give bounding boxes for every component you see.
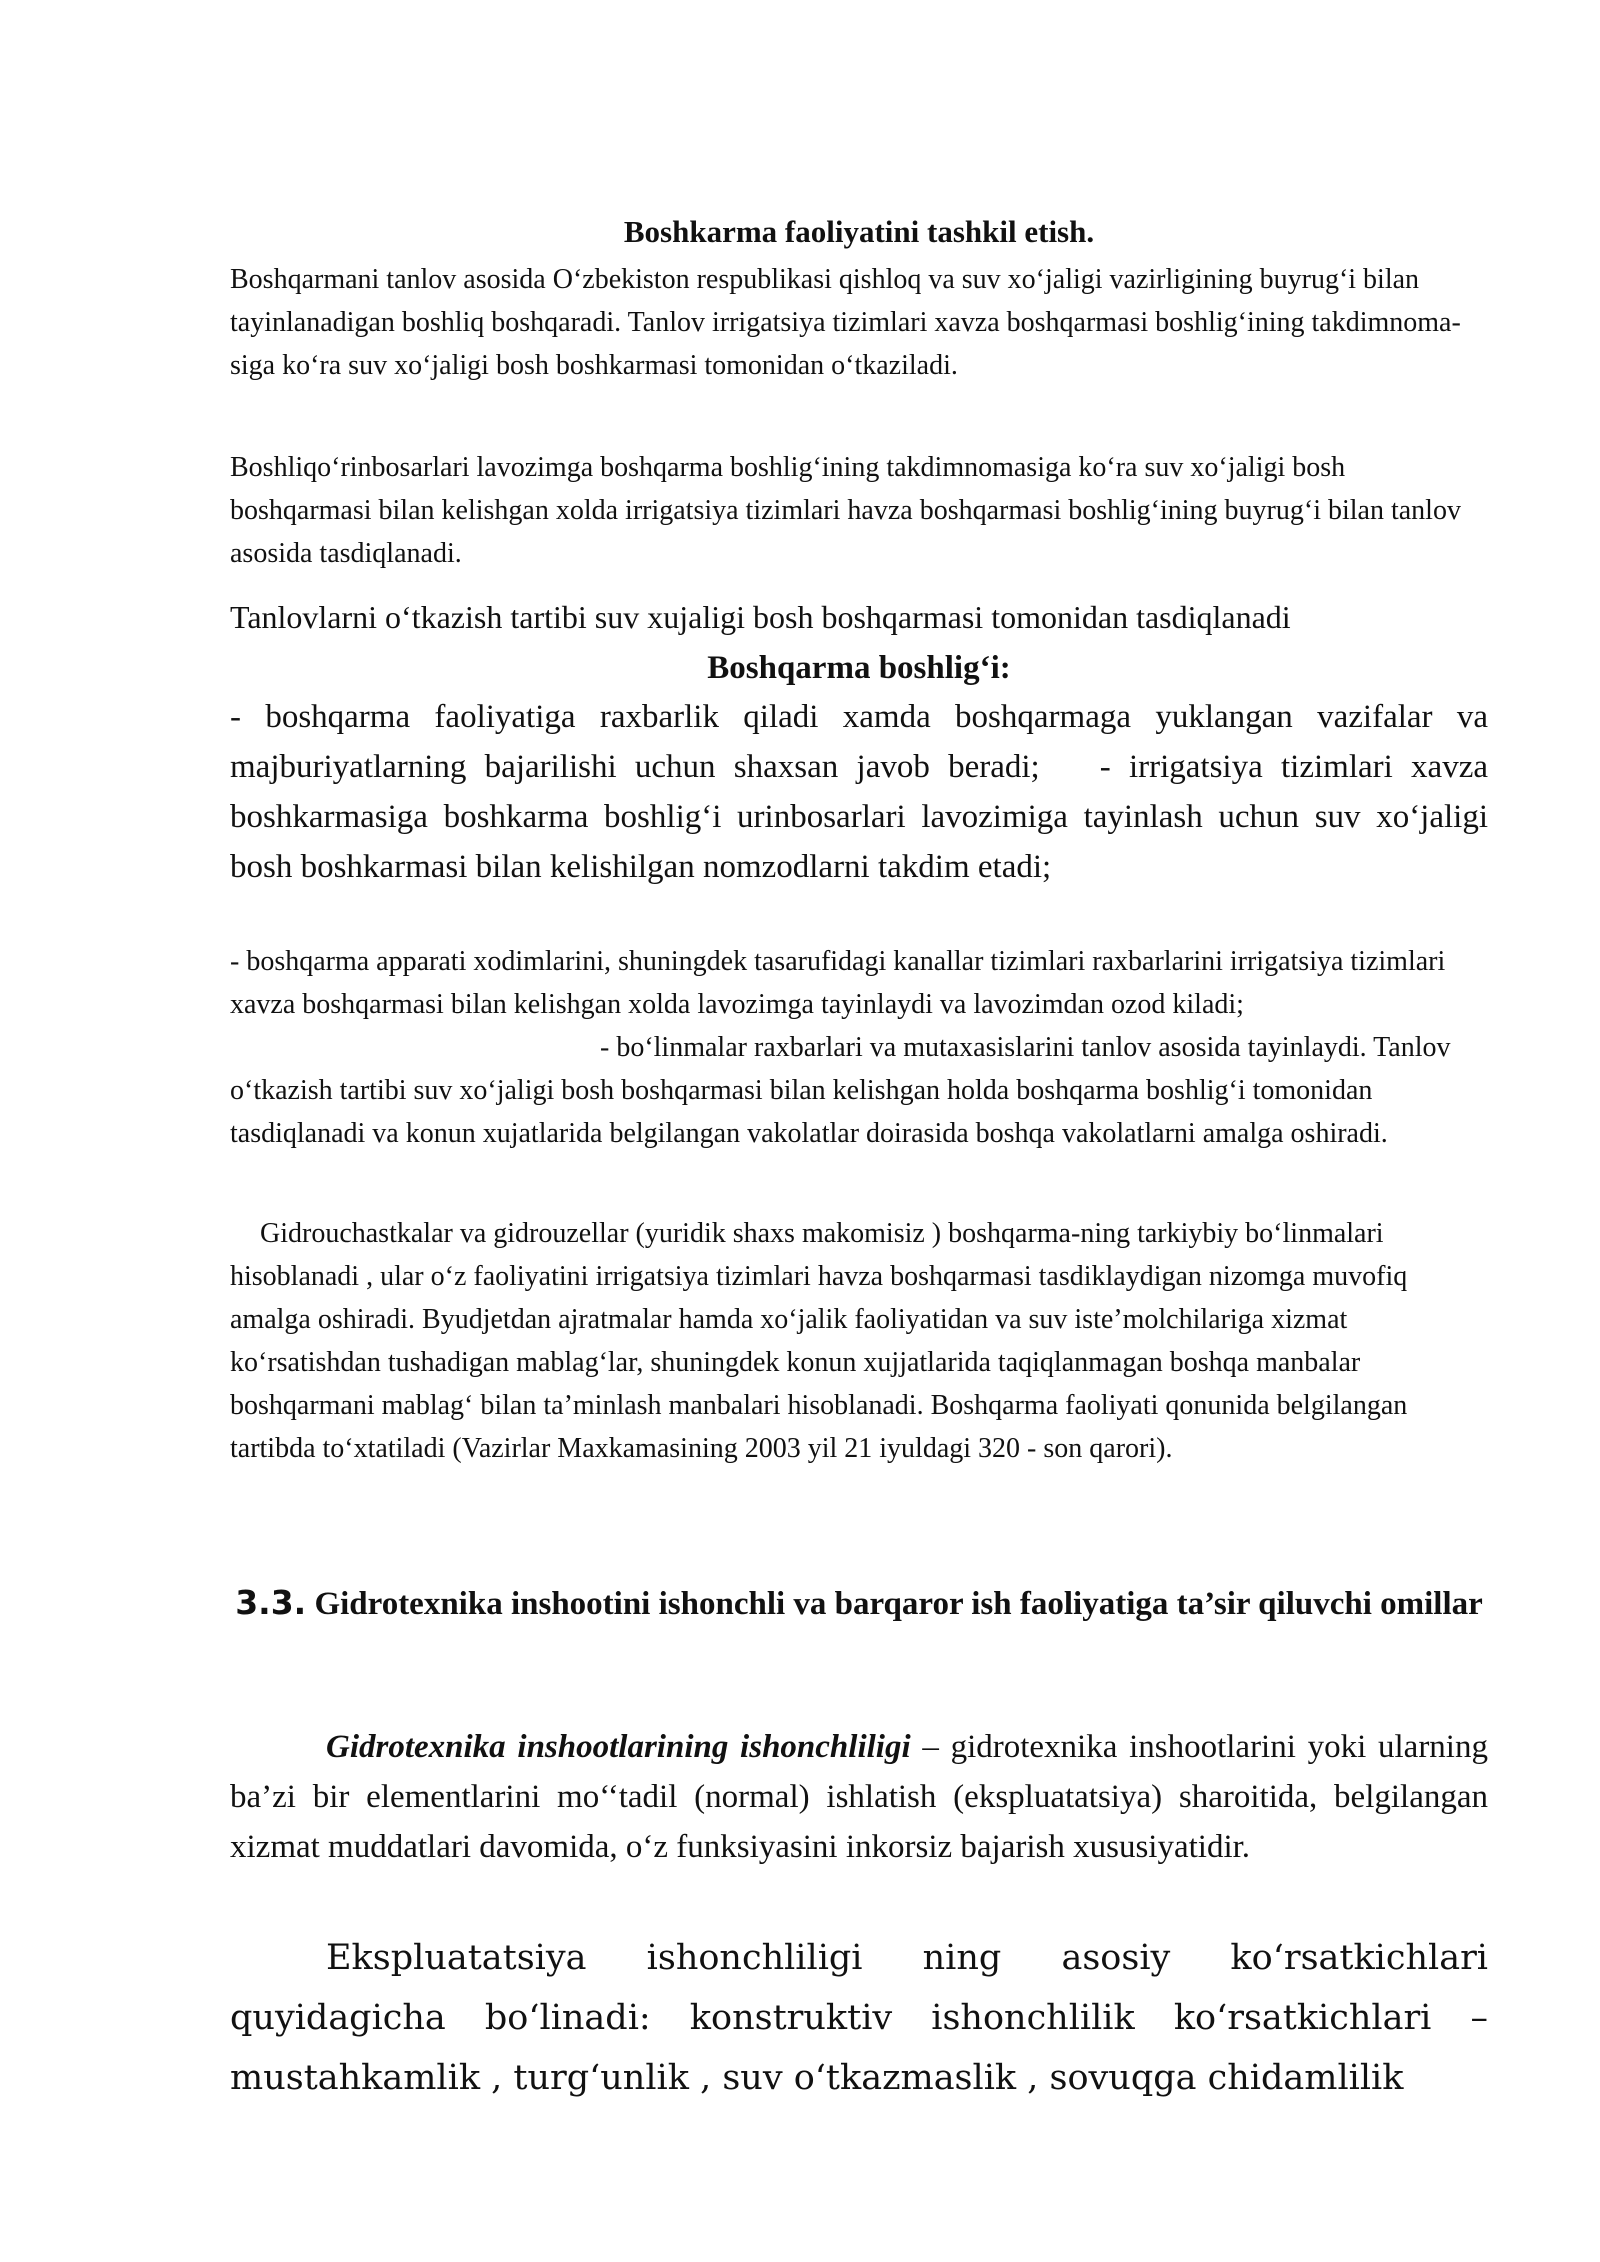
paragraph-block-3 bbox=[230, 592, 1488, 642]
paragraph-6-text: Gidrouchastkalar va gidrouzellar (yuridik shaxs makomisiz ) boshqarma-ning tarkiybiy bo‘linmalari hisoblanadi , ular o‘z faoliyatini irrigatsiya tizimlari havza boshqarmasi tasdiklaydigan nizomga muvofiq amalga oshiradi. Byudjetdan ajratmalar hamda xo‘jalik faoliyatidan va suv iste’molchilariga xizmat ko‘rsatishdan tushadigan mablag‘lar, shuningdek konun xujjatlarida taqiqlanmagan boshqa manbalar boshqarmani mablag‘ bilan ta’minlash manbalari hisoblanadi. Boshqarma faoliyati qonunida belgilangan tartibda to‘xtatiladi (Vazirlar Maxkamasining 2003 yil 21 iyuldagi 320 - son qarori). bbox=[230, 1218, 1408, 1464]
paragraph-6 bbox=[230, 1212, 1488, 1470]
paragraph-block-5 bbox=[230, 940, 1488, 1155]
paragraph-block-4 bbox=[230, 692, 1488, 892]
duty-item-4: - bo‘linmalar raxbarlari va mutaxasislarini tanlov asosida tayinlaydi. Tanlov o‘tkazish tartibi suv xo‘jaligi bosh boshqarmasi bilan kelishgan holda boshqarma boshlig‘i tomonidan tasdiqlanadi va konun xujatlarida belgilangan vakolatlar doirasida boshqa vakolatlarni amalga oshiradi. bbox=[230, 1032, 1451, 1149]
paragraph-block-6 bbox=[230, 1212, 1488, 1470]
duty-item-1: - boshqarma faoliyatiga raxbarlik qiladi xamda boshqarmaga yuklangan vazifalar va majburiyatlarning bajarilishi uchun shaxsan javob beradi; bbox=[230, 699, 1488, 785]
section-title-text: Gidrotexnika inshootini ishonchli va barqaror ish faoliyatiga ta’sir qiluvchi omillar bbox=[314, 1586, 1483, 1622]
paragraph-block-2 bbox=[230, 446, 1488, 575]
definition-paragraph bbox=[230, 1722, 1488, 1872]
section-title bbox=[230, 1578, 1488, 1629]
heading-boshkarma: Boshkarma faoliyatini tashkil etish. bbox=[623, 214, 1095, 249]
paragraph-block-7 bbox=[230, 1722, 1488, 1872]
paragraph-block-8 bbox=[230, 1928, 1488, 2108]
paragraph-1: Boshqarmani tanlov asosida O‘zbekiston respublikasi qishloq va suv xo‘jaligi vazirligining buyrug‘i bilan tayinlanadigan boshliq boshqaradi. Tanlov irrigatsiya tizimlari xavza boshqarmasi boshlig‘ining takdimnoma-siga ko‘ra suv xo‘jaligi bosh boshkarmasi tomonidan o‘tkaziladi. bbox=[230, 264, 1461, 381]
paragraph-3: Tanlovlarni o‘tkazish tartibi suv xujaligi bosh boshqarmasi tomonidan tasdiqlanadi bbox=[230, 599, 1291, 635]
duty-item-3: - boshqarma apparati xodimlarini, shuningdek tasarufidagi kanallar tizimlari raxbarlarini irrigatsiya tizimlari xavza boshqarmasi bilan kelishgan xolda lavozimga tayinlaydi va lavozimdan ozod kiladi; bbox=[230, 946, 1446, 1020]
paragraph-2: Boshliqo‘rinbosarlari lavozimga boshqarma boshlig‘ining takdimnomasiga ko‘ra suv xo‘jaligi bosh boshqarmasi bilan kelishgan xolda irrigatsiya tizimlari havza boshqarmasi boshlig‘ining buyrug‘i bilan tanlov asosida tasdiqlanadi. bbox=[230, 452, 1461, 569]
paragraph-4 bbox=[230, 692, 1488, 892]
paragraph-5 bbox=[230, 940, 1488, 1155]
paragraph-8-text: Ekspluatatsiya ishonchliligi ning asosiy ko‘rsatkichlari quyidagicha bo‘linadi: konstruktiv ishonchlilik ko‘rsatkichlari – mustahkamlik , turg‘unlik , suv o‘tkazmaslik , sovuqga chidamlilik bbox=[230, 1938, 1488, 2098]
section-number: 3.3. bbox=[235, 1583, 307, 1622]
definition-term: Gidrotexnika inshootlarining ishonchliligi bbox=[326, 1729, 911, 1765]
paragraph-8 bbox=[230, 1928, 1488, 2108]
paragraph-block-1 bbox=[230, 258, 1488, 387]
duty-item-2: - irrigatsiya tizimlari xavza boshkarmasiga boshkarma boshlig‘i urinbosarlari lavozimiga tayinlash uchun suv xo‘jaligi bosh boshkarmasi bilan kelishilgan nomzodlarni takdim etadi; bbox=[230, 749, 1488, 885]
heading-boshqarma-boshligi: Boshqarma boshlig‘i: bbox=[707, 650, 1011, 686]
definition-text: – gidrotexnika inshootlarini yoki ularning ba’zi bir elementlarini mo‘‘tadil (normal) ishlatish (ekspluatatsiya) sharoitida, belgilangan xizmat muddatlari davomida, o‘z funksiyasini inkorsiz bajarish xususiyatidir. bbox=[230, 1729, 1488, 1865]
